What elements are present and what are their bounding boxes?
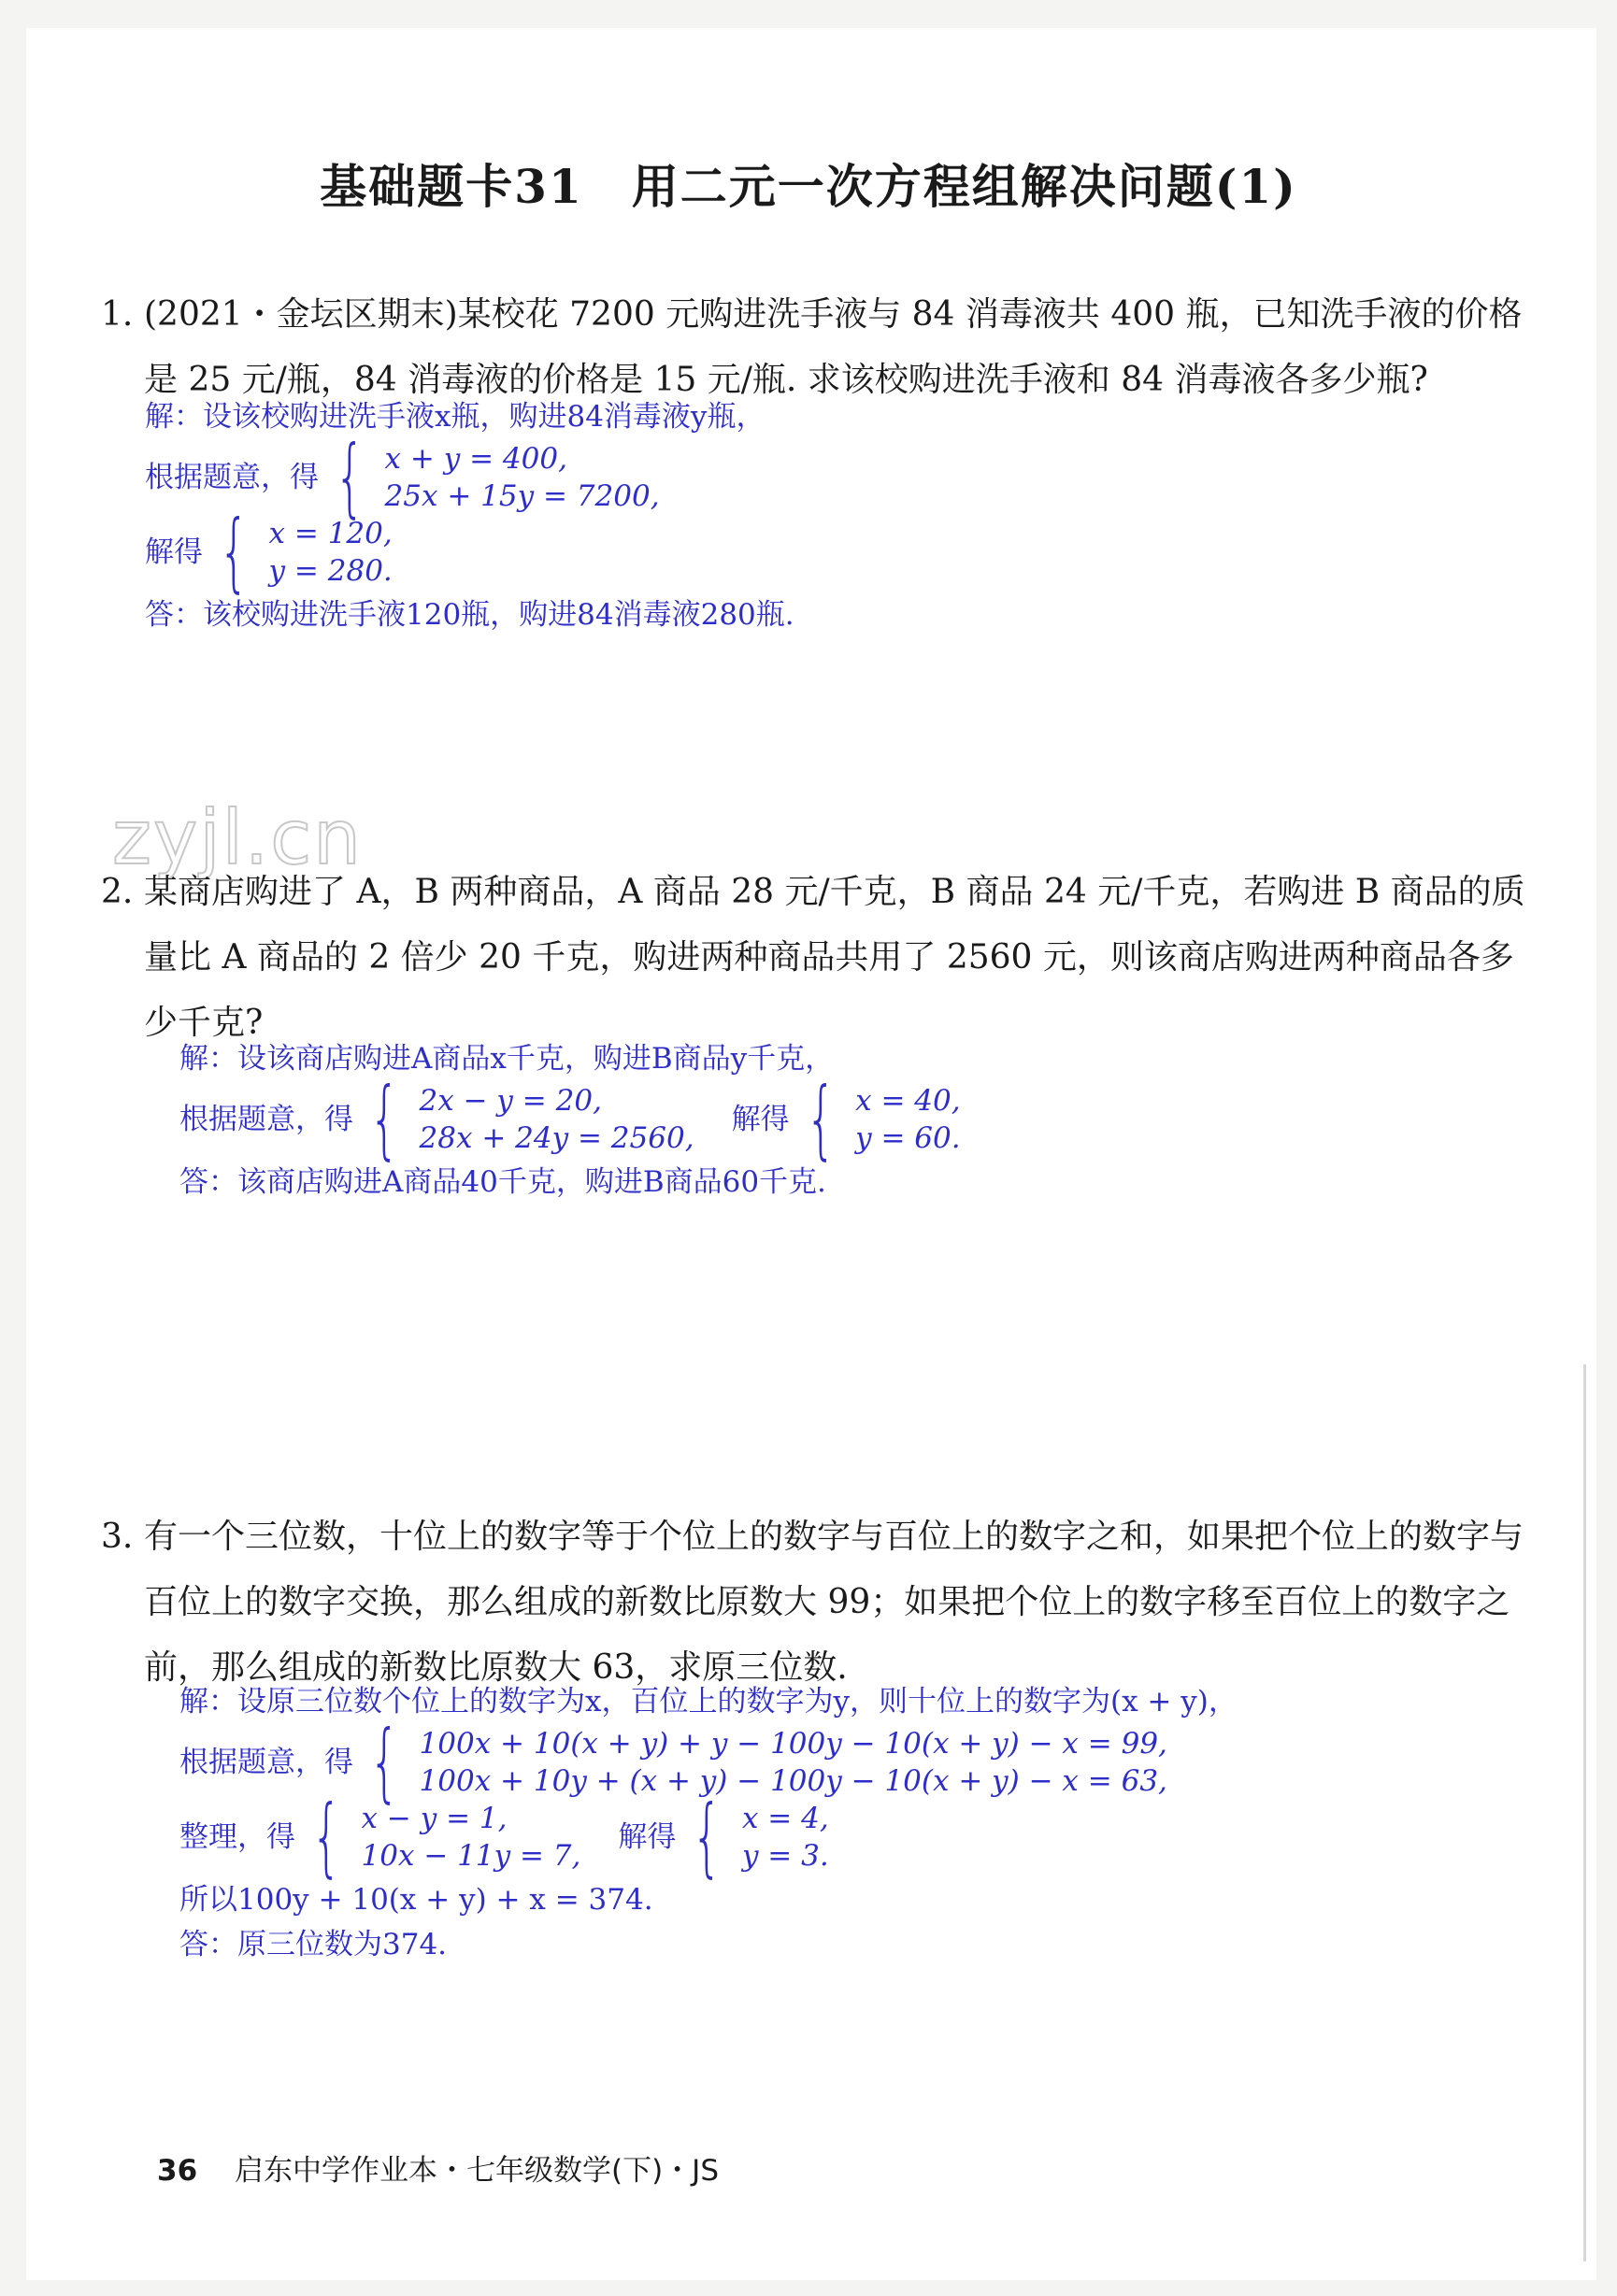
solution-2: y = 60. (855, 1121, 961, 1155)
answer-2 (179, 1039, 961, 1202)
answer-3 (179, 1682, 1238, 1964)
brace-icon: { (369, 1712, 400, 1812)
page-number: 36 (157, 2154, 198, 2188)
question-number: 3. (101, 1518, 134, 1556)
answer-lead: 根据题意，得 (179, 1103, 353, 1136)
equation-2: 28x + 24y = 2560, (419, 1121, 694, 1155)
answer-setup: 解：设原三位数个位上的数字为x，百位上的数字为y，则十位上的数字为(x + y)， (179, 1685, 1238, 1718)
equation-1: 2x − y = 20, (419, 1084, 602, 1118)
book-title: 启东中学作业本・七年级数学(下)・JS (235, 2154, 720, 2188)
solution-system (145, 502, 794, 602)
page-footer (157, 2146, 719, 2189)
question-2 (101, 860, 1525, 1056)
brace-icon: { (805, 1069, 836, 1169)
answer-setup: 解：设该商店购进A商品x千克，购进B商品y千克， (179, 1042, 835, 1076)
paper-edge (1583, 1364, 1586, 2261)
solution-1: x = 4, (741, 1802, 829, 1835)
answer-final: 答：原三位数为374. (179, 1928, 448, 1961)
brace-icon: { (369, 1069, 400, 1169)
equation-1: 100x + 10(x + y) + y − 100y − 10(x + y) − x = 99, (419, 1727, 1167, 1761)
answer-conclusion: 所以100y + 10(x + y) + x = 374. (179, 1883, 653, 1917)
answer-1 (145, 397, 794, 635)
solution-2: y = 280. (268, 554, 393, 588)
equation-1: x + y = 400, (384, 442, 567, 476)
question-3 (101, 1505, 1525, 1701)
simplified-1: x − y = 1, (361, 1802, 508, 1835)
solve-label: 解得 (618, 1820, 677, 1854)
solve-label: 解得 (731, 1103, 790, 1136)
simplified-system (179, 1787, 1238, 1887)
question-number: 2. (101, 873, 134, 911)
answer-setup: 解：设该校购进洗手液x瓶，购进84消毒液y瓶， (145, 400, 766, 434)
solve-label: 解得 (145, 535, 203, 569)
answer-final: 答：该商店购进A商品40千克，购进B商品60千克. (179, 1165, 826, 1199)
brace-icon: { (311, 1787, 342, 1887)
simplify-label: 整理，得 (179, 1820, 295, 1854)
question-number: 1. (101, 295, 134, 334)
brace-icon: { (335, 427, 365, 527)
solution-2: y = 3. (741, 1839, 829, 1873)
question-text: 有一个三位数，十位上的数字等于个位上的数字与百位上的数字之和，如果把个位上的数字与百位上的数字交换，那么组成的新数比原数大 99；如果把个位上的数字移至百位上的数字之前，那么组成的新数比原数大 63，求原三位数. (144, 1518, 1524, 1687)
brace-icon: { (219, 502, 250, 602)
brace-icon: { (692, 1787, 723, 1887)
answer-lead: 根据题意，得 (179, 1746, 353, 1779)
answer-final: 答：该校购进洗手液120瓶，购进84消毒液280瓶. (145, 598, 794, 632)
question-text: 某商店购进了 A，B 两种商品，A 商品 28 元/千克，B 商品 24 元/千克，若购进 B 商品的质量比 A 商品的 2 倍少 20 千克，购进两种商品共用了 2560 元，则该商店购进两种商品各多少千克? (144, 873, 1525, 1042)
solution-1: x = 120, (268, 517, 393, 550)
watermark: zyjl.cn (112, 794, 363, 881)
page-title: 基础题卡31 用二元一次方程组解决问题(1) (320, 159, 1297, 214)
simplified-2: 10x − 11y = 7, (361, 1839, 581, 1873)
answer-lead: 根据题意，得 (145, 461, 319, 494)
equation-system (179, 1069, 961, 1169)
solution-1: x = 40, (855, 1084, 961, 1118)
question-text: (2021・金坛区期末)某校花 7200 元购进洗手液与 84 消毒液共 400 瓶，已知洗手液的价格是 25 元/瓶，84 消毒液的价格是 15 元/瓶. 求该校购进洗手液和 84 消毒液各多少瓶? (144, 295, 1523, 399)
equation-2: 25x + 15y = 7200, (384, 479, 660, 513)
equation-2: 100x + 10y + (x + y) − 100y − 10(x + y) − x = 63, (419, 1764, 1167, 1798)
question-1 (101, 282, 1525, 413)
